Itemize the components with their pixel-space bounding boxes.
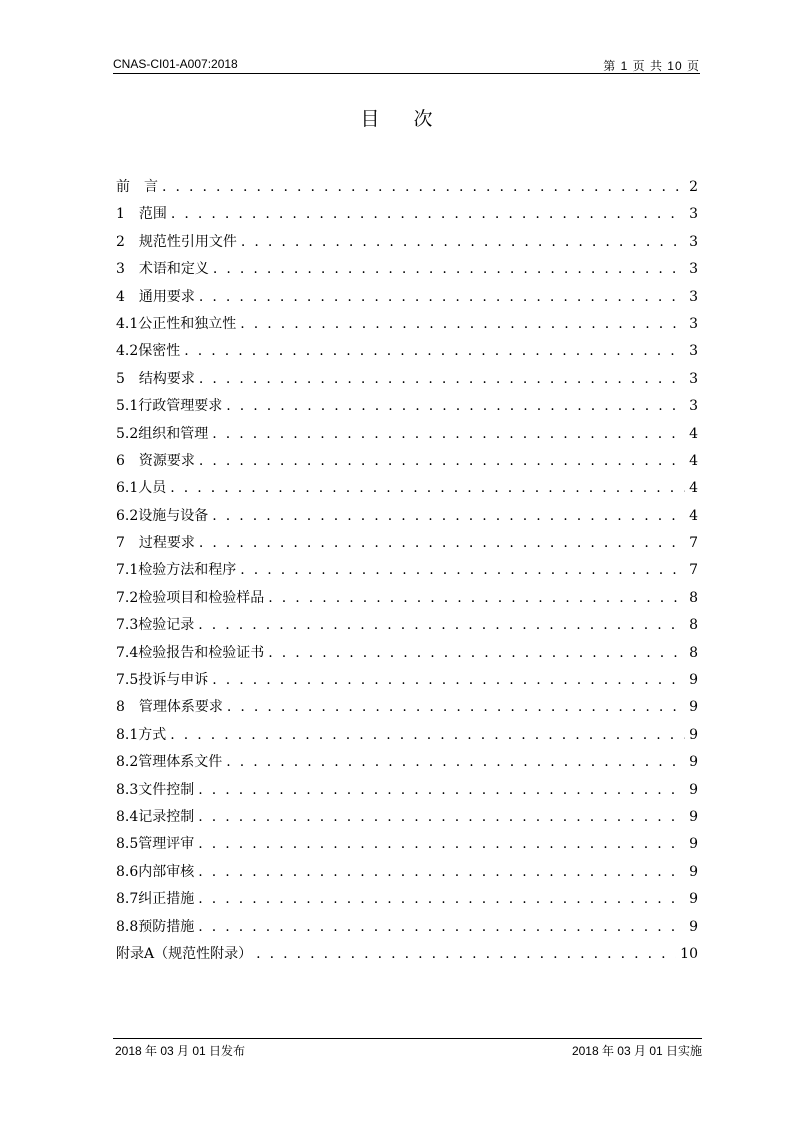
toc-entry-number: 附录 bbox=[116, 945, 144, 962]
toc-entry-label: A（规范性附录） bbox=[144, 945, 253, 962]
toc-entry-page: 2 bbox=[689, 179, 698, 195]
toc-entry-number: 7.2 bbox=[116, 589, 139, 606]
toc-entry-page: 4 bbox=[689, 507, 698, 524]
toc-entry-label: 检验报告和检验证书 bbox=[138, 644, 265, 661]
toc-entry-page: 3 bbox=[689, 288, 698, 305]
document-code: CNAS-CI01-A007:2018 bbox=[113, 57, 238, 71]
toc-entry[interactable] bbox=[116, 206, 698, 233]
toc-entry[interactable] bbox=[116, 289, 698, 316]
toc-entry[interactable] bbox=[116, 371, 698, 398]
toc-entry-number: 8.6 bbox=[116, 863, 139, 880]
toc-entry-number: 7.1 bbox=[116, 562, 139, 579]
toc-entry-page: 10 bbox=[680, 945, 698, 962]
toc-entry[interactable] bbox=[116, 864, 698, 891]
toc-entry-label: 通用要求 bbox=[124, 288, 195, 305]
toc-entry[interactable] bbox=[116, 672, 698, 699]
toc-entry[interactable] bbox=[116, 234, 698, 261]
toc-dot-leader bbox=[170, 727, 685, 744]
page-number-info: 第 1 页 共 10 页 bbox=[603, 59, 700, 73]
toc-entry-label: 组织和管理 bbox=[138, 425, 209, 442]
toc-entry-label: 文件控制 bbox=[138, 781, 195, 798]
toc-entry[interactable] bbox=[116, 535, 698, 562]
toc-entry-label: 检验记录 bbox=[138, 617, 195, 634]
toc-entry[interactable] bbox=[116, 343, 698, 370]
page-header bbox=[113, 57, 700, 74]
toc-entry[interactable] bbox=[116, 453, 698, 480]
toc-dot-leader bbox=[268, 590, 685, 607]
toc-entry[interactable] bbox=[116, 590, 698, 617]
toc-entry-number: 4.2 bbox=[116, 343, 139, 360]
toc-entry-page: 8 bbox=[689, 644, 698, 661]
toc-dot-leader bbox=[199, 289, 685, 306]
toc-entry-label: 预防措施 bbox=[138, 918, 195, 935]
toc-dot-leader bbox=[240, 316, 685, 333]
toc-entry-number: 5.1 bbox=[116, 398, 139, 415]
toc-entry-page: 9 bbox=[689, 836, 698, 853]
toc-dot-leader bbox=[199, 535, 685, 552]
toc-entry-number: 7 bbox=[116, 535, 125, 552]
toc-dot-leader bbox=[162, 179, 685, 196]
toc-entry-number: 2 bbox=[116, 233, 125, 250]
toc-dot-leader bbox=[226, 754, 685, 771]
toc-entry-label: 检验方法和程序 bbox=[138, 562, 237, 579]
toc-entry-number: 6.1 bbox=[116, 480, 139, 497]
toc-dot-leader bbox=[198, 836, 685, 853]
toc-entry-page: 9 bbox=[689, 754, 698, 771]
toc-entry[interactable] bbox=[116, 946, 698, 973]
toc-entry-page: 8 bbox=[689, 617, 698, 634]
toc-entry[interactable] bbox=[116, 261, 698, 288]
toc-entry[interactable] bbox=[116, 398, 698, 425]
toc-entry-label: 范围 bbox=[124, 206, 167, 223]
toc-entry-label: 规范性引用文件 bbox=[124, 233, 237, 250]
toc-entry-label: 人员 bbox=[138, 480, 167, 497]
toc-entry-label: 结构要求 bbox=[124, 370, 195, 387]
toc-entry-page: 3 bbox=[689, 370, 698, 387]
toc-entry[interactable] bbox=[116, 617, 698, 644]
toc-entry[interactable] bbox=[116, 809, 698, 836]
toc-entry-label: 记录控制 bbox=[138, 808, 195, 825]
toc-entry-page: 9 bbox=[689, 781, 698, 798]
toc-dot-leader bbox=[226, 398, 685, 415]
toc-entry-label: 投诉与申诉 bbox=[138, 672, 209, 689]
toc-entry-label: 术语和定义 bbox=[124, 261, 209, 278]
toc-entry-label: 过程要求 bbox=[124, 535, 195, 552]
toc-entry-page: 3 bbox=[689, 261, 698, 278]
toc-dot-leader bbox=[198, 864, 685, 881]
toc-entry-page: 9 bbox=[689, 918, 698, 935]
toc-entry[interactable] bbox=[116, 480, 698, 507]
toc-entry-page: 7 bbox=[689, 562, 698, 579]
toc-entry-label: 管理评审 bbox=[138, 836, 195, 853]
toc-entry-page: 9 bbox=[689, 699, 698, 716]
toc-entry-number: 8.7 bbox=[116, 891, 139, 908]
toc-entry-label: 检验项目和检验样品 bbox=[138, 589, 265, 606]
toc-entry-page: 9 bbox=[689, 726, 698, 743]
toc-entry-number: 8.8 bbox=[116, 918, 139, 935]
toc-entry[interactable] bbox=[116, 316, 698, 343]
toc-dot-leader bbox=[212, 426, 685, 443]
toc-entry-number: 6 bbox=[116, 452, 125, 469]
toc-entry-page: 9 bbox=[689, 891, 698, 908]
toc-entry-number: 前 bbox=[116, 179, 130, 195]
toc-dot-leader bbox=[240, 562, 685, 579]
table-of-contents bbox=[116, 179, 698, 973]
toc-entry-page: 4 bbox=[689, 425, 698, 442]
toc-entry-label: 保密性 bbox=[138, 343, 181, 360]
toc-entry-label: 内部审核 bbox=[138, 863, 195, 880]
toc-entry-label: 言 bbox=[130, 179, 158, 195]
toc-dot-leader bbox=[184, 343, 685, 360]
toc-entry-number: 4 bbox=[116, 288, 125, 305]
toc-dot-leader bbox=[212, 508, 685, 525]
toc-entry-number: 7.4 bbox=[116, 644, 139, 661]
toc-entry-page: 3 bbox=[689, 398, 698, 415]
toc-entry-page: 3 bbox=[689, 315, 698, 332]
toc-entry-number: 7.5 bbox=[116, 672, 139, 689]
toc-entry[interactable] bbox=[116, 836, 698, 863]
toc-dot-leader bbox=[198, 809, 685, 826]
toc-entry-page: 4 bbox=[689, 480, 698, 497]
toc-entry-label: 纠正措施 bbox=[138, 891, 195, 908]
toc-entry-number: 7.3 bbox=[116, 617, 139, 634]
toc-entry[interactable] bbox=[116, 919, 698, 946]
toc-dot-leader bbox=[199, 371, 685, 388]
toc-entry-page: 4 bbox=[689, 452, 698, 469]
toc-entry-page: 9 bbox=[689, 672, 698, 689]
toc-dot-leader bbox=[198, 891, 685, 908]
toc-dot-leader bbox=[198, 782, 685, 799]
toc-entry-number: 1 bbox=[116, 206, 125, 223]
toc-dot-leader bbox=[171, 206, 685, 223]
toc-entry-number: 5.2 bbox=[116, 425, 139, 442]
toc-entry-label: 管理体系文件 bbox=[138, 754, 223, 771]
toc-entry-number: 8.5 bbox=[116, 836, 139, 853]
toc-dot-leader bbox=[241, 234, 685, 251]
toc-entry-page: 7 bbox=[689, 535, 698, 552]
toc-dot-leader bbox=[212, 672, 685, 689]
toc-entry-number: 5 bbox=[116, 370, 125, 387]
toc-entry-number: 4.1 bbox=[116, 315, 139, 332]
page-footer bbox=[113, 1038, 702, 1058]
toc-entry[interactable] bbox=[116, 508, 698, 535]
toc-entry[interactable] bbox=[116, 179, 698, 206]
toc-entry[interactable] bbox=[116, 782, 698, 809]
toc-dot-leader bbox=[170, 480, 685, 497]
toc-entry-label: 公正性和独立性 bbox=[138, 315, 237, 332]
toc-entry-label: 管理体系要求 bbox=[124, 699, 223, 716]
toc-entry-page: 9 bbox=[689, 863, 698, 880]
toc-dot-leader bbox=[227, 699, 685, 716]
toc-entry[interactable] bbox=[116, 891, 698, 918]
toc-entry-number: 8 bbox=[116, 699, 125, 716]
toc-entry-page: 3 bbox=[689, 343, 698, 360]
toc-entry-number: 3 bbox=[116, 261, 125, 278]
toc-dot-leader bbox=[256, 946, 676, 963]
toc-dot-leader bbox=[268, 645, 685, 662]
toc-entry-page: 3 bbox=[689, 206, 698, 223]
toc-dot-leader bbox=[198, 617, 685, 634]
toc-dot-leader bbox=[198, 919, 685, 936]
toc-entry-number: 8.4 bbox=[116, 808, 139, 825]
toc-entry[interactable] bbox=[116, 754, 698, 781]
toc-entry[interactable] bbox=[116, 727, 698, 754]
issue-date: 2018 年 03 月 01 日发布 bbox=[115, 1044, 246, 1058]
page-title: 目 次 bbox=[360, 108, 447, 130]
implementation-date: 2018 年 03 月 01 日实施 bbox=[571, 1044, 702, 1058]
toc-entry-number: 8.3 bbox=[116, 781, 139, 798]
toc-dot-leader bbox=[199, 453, 685, 470]
toc-entry-number: 8.2 bbox=[116, 754, 139, 771]
toc-dot-leader bbox=[213, 261, 685, 278]
toc-entry-page: 9 bbox=[689, 808, 698, 825]
toc-entry-page: 3 bbox=[689, 233, 698, 250]
toc-entry[interactable] bbox=[116, 699, 698, 726]
toc-entry[interactable] bbox=[116, 426, 698, 453]
toc-entry-label: 设施与设备 bbox=[138, 507, 209, 524]
toc-entry-label: 资源要求 bbox=[124, 452, 195, 469]
toc-entry[interactable] bbox=[116, 562, 698, 589]
toc-entry[interactable] bbox=[116, 645, 698, 672]
toc-entry-number: 6.2 bbox=[116, 507, 139, 524]
toc-entry-label: 行政管理要求 bbox=[138, 398, 223, 415]
toc-entry-page: 8 bbox=[689, 589, 698, 606]
toc-entry-number: 8.1 bbox=[116, 726, 139, 743]
toc-entry-label: 方式 bbox=[138, 726, 167, 743]
